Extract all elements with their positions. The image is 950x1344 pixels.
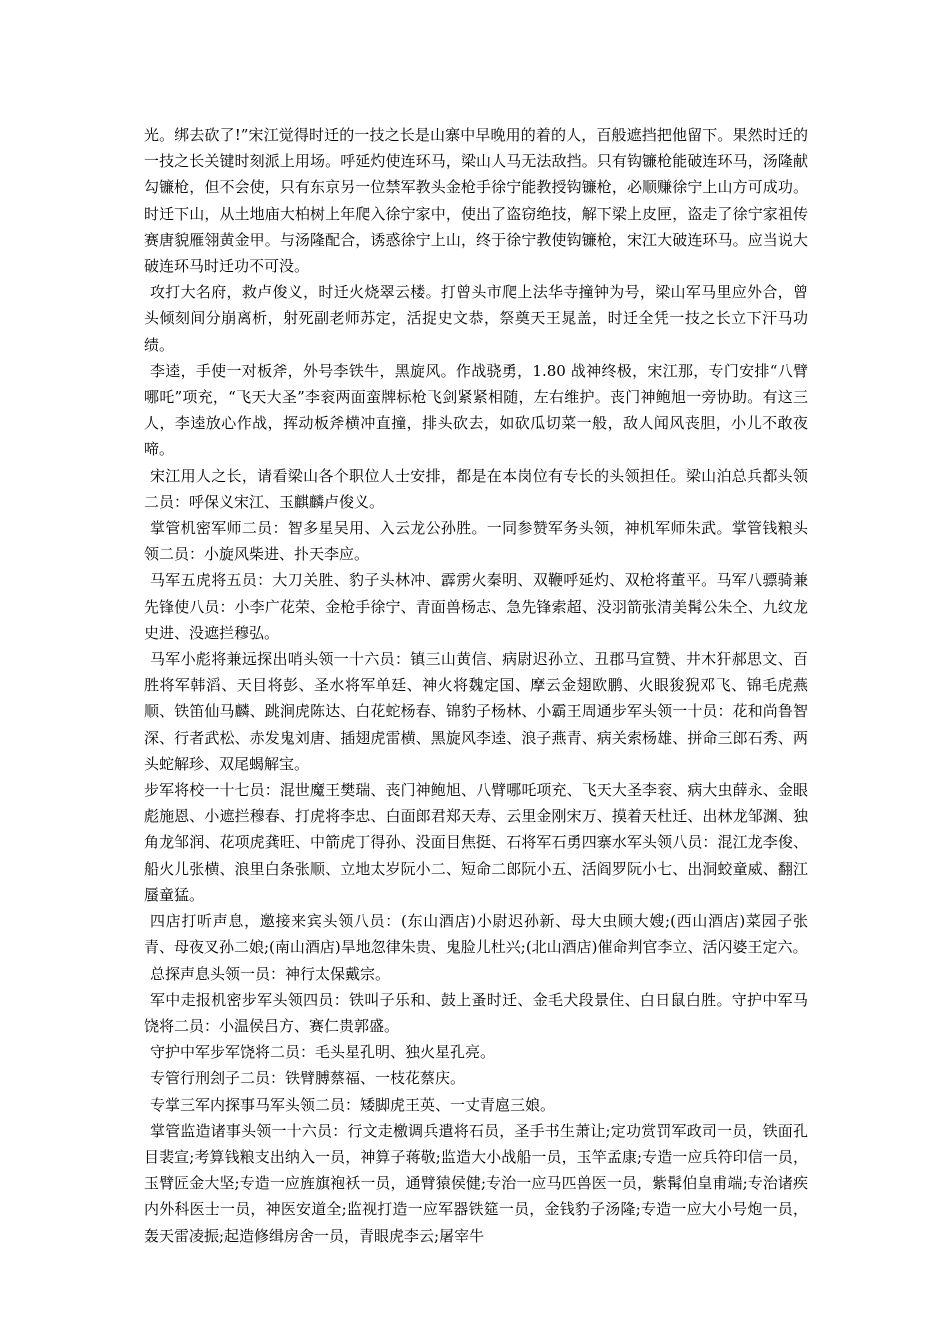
paragraph-13: 专管行刑刽子二员：铁臂膊蔡福、一枝花蔡庆。 <box>150 1069 466 1088</box>
document-body <box>144 122 808 1249</box>
paragraph-2: 攻打大名府，救卢俊义，时迁火烧翠云楼。打曾头市爬上法华寺撞钟为号，梁山军马里应外合，曾头倾刻间分崩离析，射死副老师苏定，活捉史文恭，祭奠天王晁盖，时迁全凭一技之长立下汗马功绩。 <box>144 283 808 354</box>
paragraph-15: 掌管监造诸事头领一十六员：行文走檄调兵遣将石员，圣手书生萧让;定功赏罚军政司一员，铁面孔目裴宣;考算钱粮支出纳入一员，神算子蒋敬;监造大小战船一员，玉竿孟康;专造一应兵符印信一员，玉臂匠金大坚;专造一应旌旗袍袄一员，通臂猿侯健;专治一应马匹兽医一员，紫髯伯皇甫端;专治诸疾内外科医士一员，神医安道全;监视打造一应军器铁筵一员，金钱豹子汤隆;专造一应大小号炮一员，轰天雷凌振;起造修缉房舍一员，青眼虎李云;屠宰牛 <box>144 1121 808 1245</box>
paragraph-3: 李逵，手使一对板斧，外号李铁牛，黑旋风。作战骁勇，1.80 战神终极，宋江那，专门安排“八臂哪吒”项充，“飞天大圣”李衮两面蛮牌标枪飞剑紧紧相随，左右维护。丧门神鲍旭一旁协助。有这三人，李逵放心作战，挥动板斧横冲直撞，排头砍去，如砍瓜切菜一般，敌人闻风丧胆，小儿不敢夜啼。 <box>144 361 808 459</box>
paragraph-7: 马军小彪将兼远探出哨头领一十六员：镇三山黄信、病尉迟孙立、丑郡马宣赞、井木犴郝思文、百胜将军韩滔、天目将彭、圣水将军单廷、神火将魏定国、摩云金翅欧鹏、火眼狻猊邓飞、锦毛虎燕顺、铁笛仙马麟、跳涧虎陈达、白花蛇杨春、锦豹子杨林、小霸王周通步军头领一十员：花和尚鲁智深、行者武松、赤发鬼刘唐、插翅虎雷横、黑旋风李逵、浪子燕青、病关索杨雄、拼命三郎石秀、两头蛇解珍、双尾蝎解宝。 <box>144 650 808 773</box>
paragraph-9: 四店打听声息，邀接来宾头领八员：(东山酒店)小尉迟孙新、母大虫顾大嫂;(西山酒店)菜园子张青、母夜叉孙二娘;(南山酒店)旱地忽律朱贵、鬼脸儿杜兴;(北山酒店)催命判官李立、活闪婆王定六。 <box>144 912 808 957</box>
paragraph-8: 步军将校一十七员：混世魔王樊瑞、丧门神鲍旭、八臂哪吒项充、飞天大圣李衮、病大虫薛永、金眼彪施恩、小遮拦穆春、打虎将李忠、白面郎君郑天寿、云里金刚宋万、摸着天杜迁、出林龙邹渊、独角龙邹润、花项虎龚旺、中箭虎丁得孙、没面目焦挺、石将军石勇四寨水军头领八员：混江龙李俊、船火儿张横、浪里白条张顺、立地太岁阮小二、短命二郎阮小五、活阎罗阮小七、出洞蛟童威、翻江蜃童猛。 <box>144 781 808 904</box>
paragraph-6: 马军五虎将五员：大刀关胜、豹子头林冲、霹雳火秦明、双鞭呼延灼、双枪将董平。马军八骠骑兼先锋使八员：小李广花荣、金枪手徐宁、青面兽杨志、急先锋索超、没羽箭张清美髯公朱仝、九纹龙史进、没遮拦穆弘。 <box>144 571 808 642</box>
paragraph-14: 专掌三军内探事马军头领二员：矮脚虎王英、一丈青扈三娘。 <box>150 1095 556 1114</box>
paragraph-11: 军中走报机密步军头领四员：铁叫子乐和、鼓上蚤时迁、金毛犬段景住、白日鼠白胜。守护中军马饶将二员：小温侯吕方、赛仁贵郭盛。 <box>144 990 808 1035</box>
paragraph-10: 总探声息头领一员：神行太保戴宗。 <box>150 964 391 983</box>
paragraph-5: 掌管机密军师二员：智多星吴用、入云龙公孙胜。一同参赞军务头领，神机军师朱武。掌管钱粮头领二员：小旋风柴进、扑天李应。 <box>144 519 808 564</box>
paragraph-1: 光。绑去砍了!”宋江觉得时迁的一技之长是山寨中早晚用的着的人，百般遮挡把他留下。果然时迁的一技之长关键时刻派上用场。呼延灼使连环马，梁山人马无法敌挡。只有钩镰枪能破连环马，汤隆献勾镰枪，但不会使，只有东京另一位禁军教头金枪手徐宁能教授钩镰枪，必顺赚徐宁上山方可成功。时迁下山，从土地庙大柏树上年爬入徐宁家中，使出了盗窃绝技，解下梁上皮匣，盗走了徐宁家祖传赛唐貌雁翎黄金甲。与汤隆配合，诱惑徐宁上山，终于徐宁教使钩镰枪，宋江大破连环马。应当说大破连环马时迁功不可没。 <box>144 126 808 276</box>
paragraph-4: 宋江用人之长，请看梁山各个职位人士安排，都是在本岗位有专长的头领担任。梁山泊总兵都头领二员：呼保义宋江、玉麒麟卢俊义。 <box>144 466 808 511</box>
paragraph-12: 守护中军步军饶将二员：毛头星孔明、独火星孔亮。 <box>150 1043 496 1062</box>
